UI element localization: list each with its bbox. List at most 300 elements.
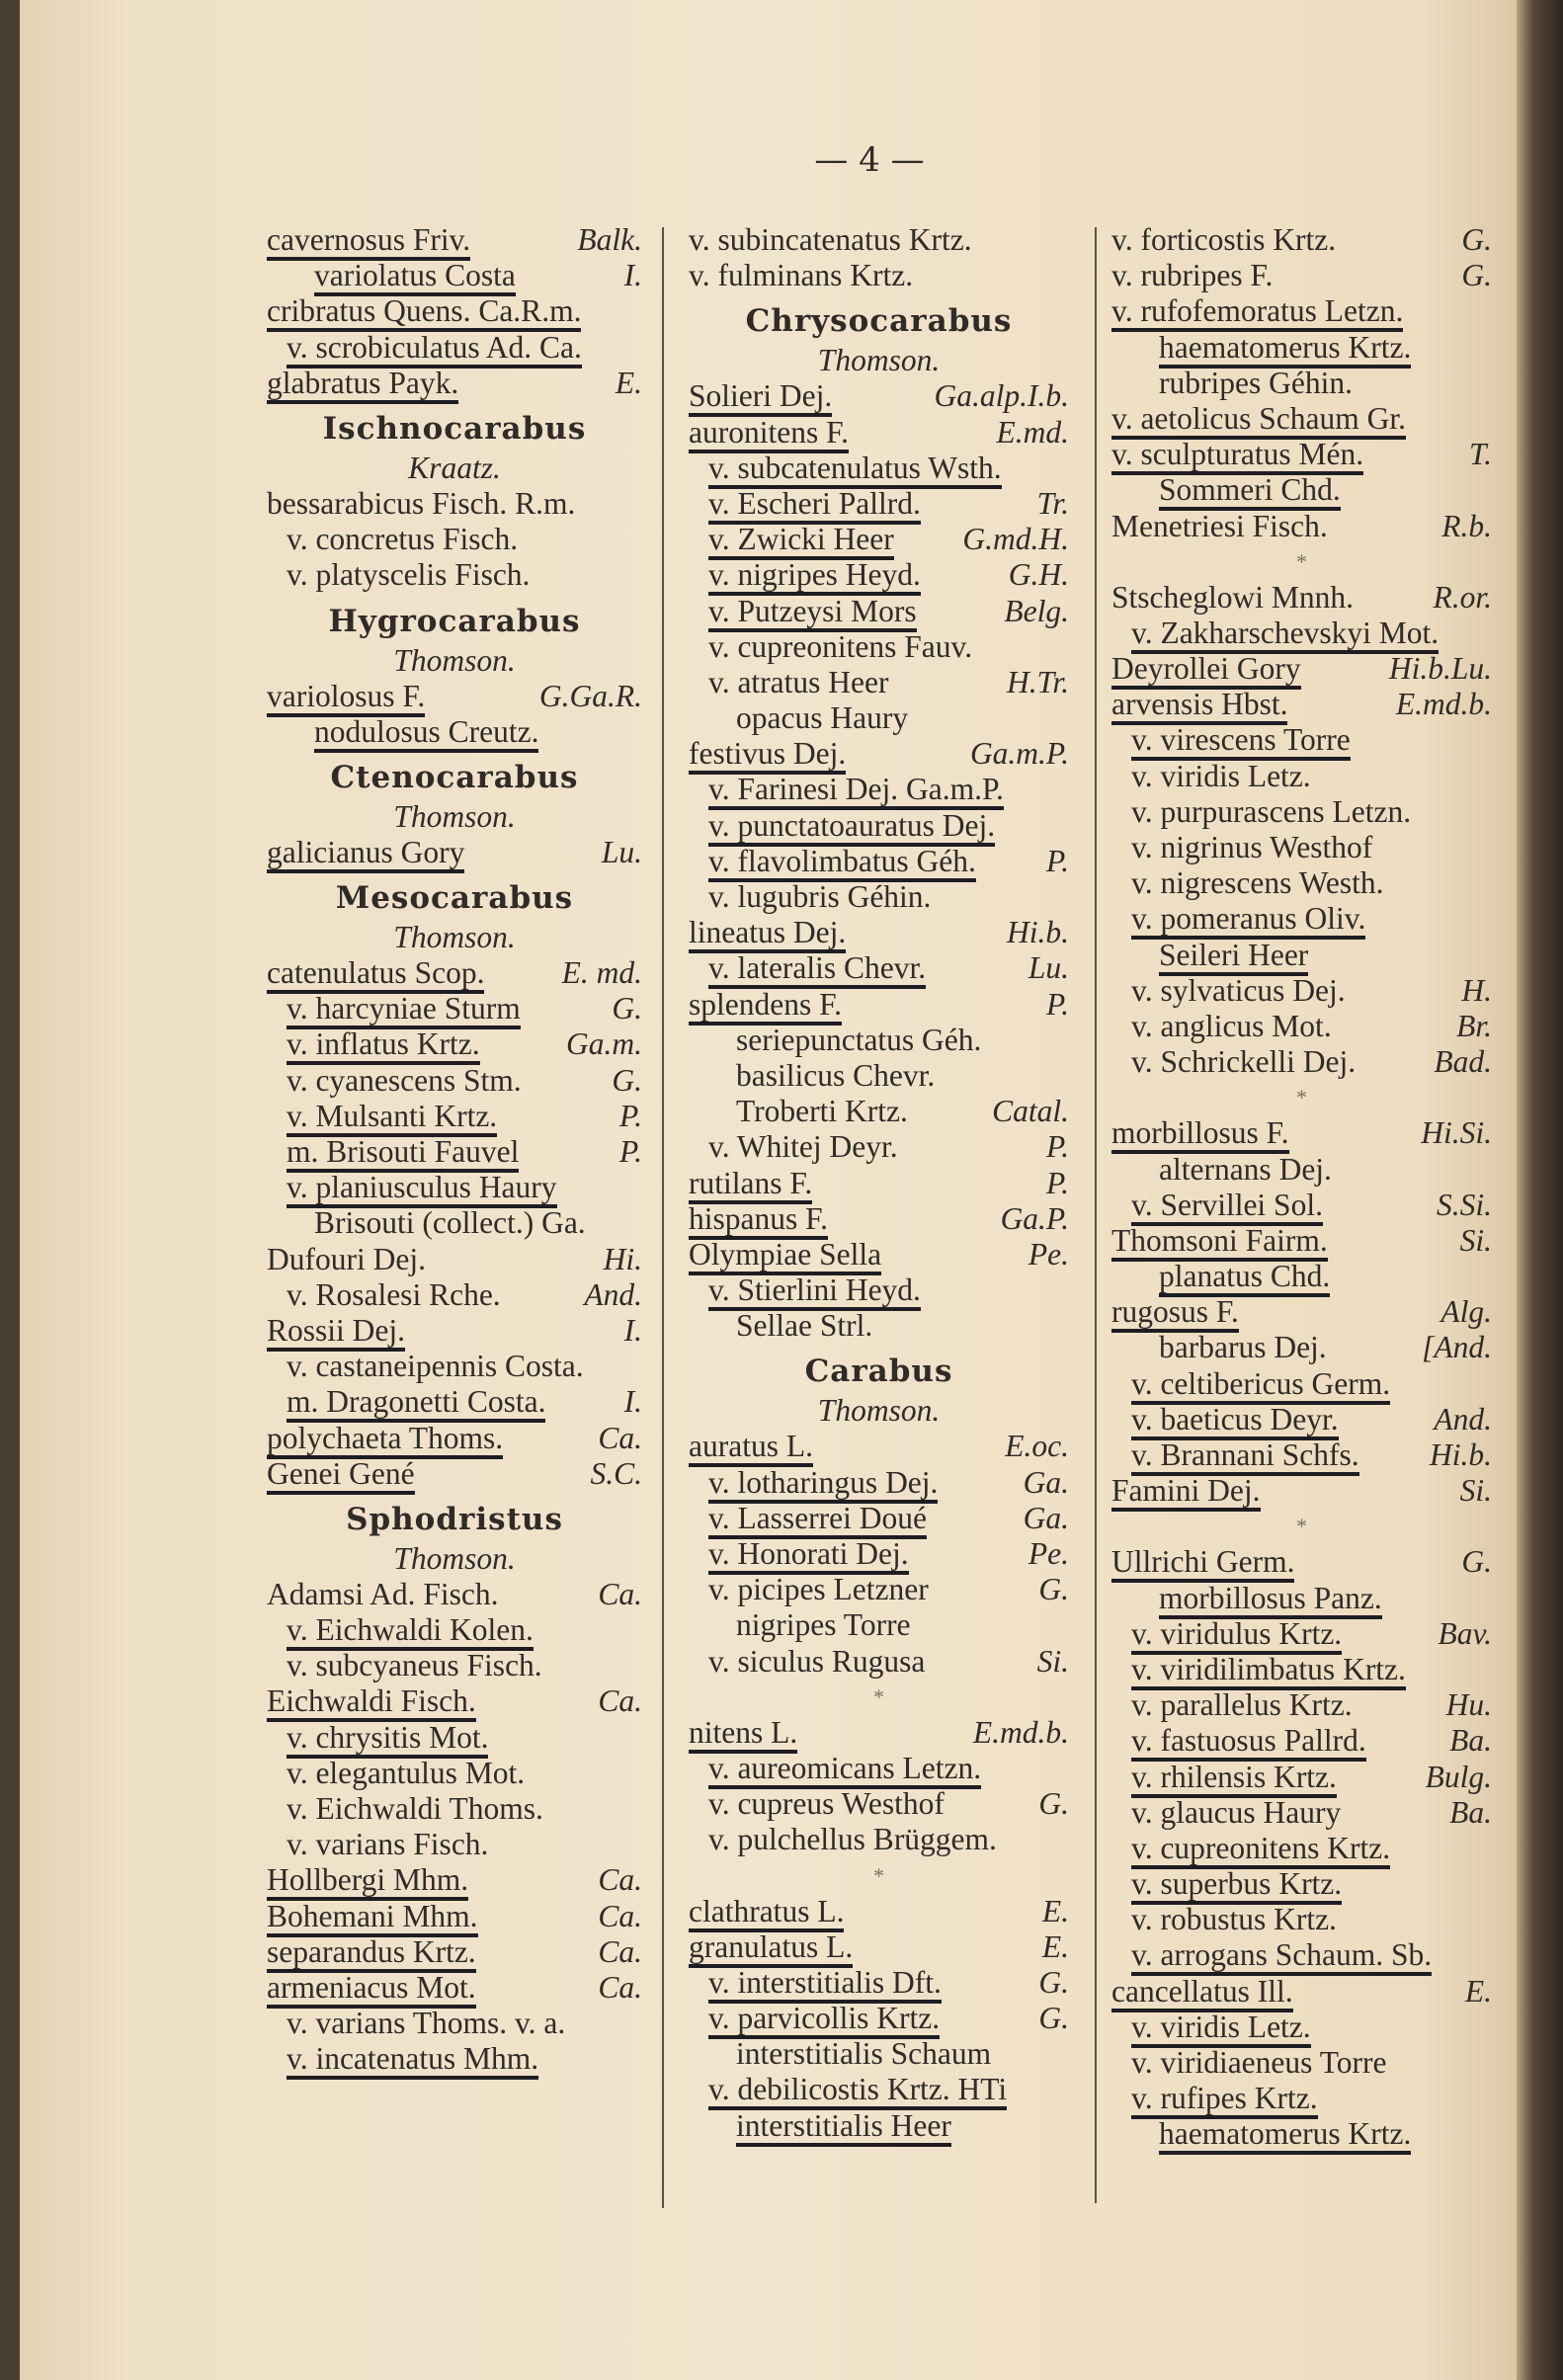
locality-abbrev: E.md. — [996, 414, 1069, 450]
species-entry — [689, 451, 1069, 486]
species-name: Troberti Krtz. — [736, 1094, 908, 1129]
species-name: v. inflatus Krtz. — [287, 1026, 480, 1065]
species-name: nitens L. — [689, 1715, 797, 1754]
species-entry — [267, 1756, 642, 1791]
species-name: v. parvicollis Krtz. — [708, 2001, 940, 2039]
species-name: v. atratus Heer — [708, 664, 889, 699]
species-entry — [689, 700, 1069, 736]
species-name: seriepunctatus Géh. — [736, 1022, 982, 1057]
species-entry — [1111, 1009, 1492, 1044]
section-separator: * — [1296, 1085, 1307, 1110]
species-entry — [689, 258, 1069, 293]
page-header: — 4 — — [814, 140, 925, 180]
locality-abbrev: G. — [612, 1062, 642, 1098]
genus-heading: Hygrocarabus — [328, 603, 581, 639]
species-entry — [267, 2006, 642, 2041]
species-name: v. rhilensis Krtz. — [1131, 1760, 1337, 1798]
species-name: v. incatenatus Mhm. — [287, 2041, 538, 2080]
species-entry — [689, 1023, 1069, 1058]
locality-abbrev: Ca. — [598, 1898, 642, 1933]
locality-abbrev: Ga.P. — [1000, 1200, 1069, 1236]
species-entry — [1111, 222, 1492, 258]
species-entry — [689, 950, 1069, 986]
locality-abbrev: Pe. — [1028, 1236, 1069, 1272]
species-entry — [689, 1308, 1069, 1344]
species-name: v. Rosalesi Rche. — [287, 1276, 501, 1312]
species-entry — [267, 366, 642, 401]
locality-abbrev: Lu. — [1028, 950, 1069, 986]
locality-abbrev: P. — [1045, 843, 1069, 878]
column-divider — [662, 227, 664, 2208]
species-entry — [689, 1929, 1069, 1965]
species-entry — [689, 665, 1069, 700]
species-entry — [1111, 1223, 1492, 1259]
locality-abbrev: S.Si. — [1436, 1187, 1492, 1222]
species-name: v. virescens Torre — [1131, 722, 1351, 761]
species-name: polychaeta Thoms. — [267, 1421, 503, 1459]
species-name: auratus L. — [689, 1429, 813, 1467]
species-name: v. harcyniae Sturm — [287, 991, 521, 1029]
locality-abbrev: Ca. — [598, 1420, 642, 1455]
locality-abbrev: Hi.Si. — [1421, 1115, 1492, 1151]
species-entry — [1111, 1937, 1492, 1973]
species-name: Eichwaldi Fisch. — [267, 1683, 476, 1722]
species-name: nodulosus Creutz. — [314, 714, 538, 753]
species-name: m. Dragonetti Costa. — [287, 1384, 545, 1423]
column-3 — [1111, 222, 1492, 2153]
genus-author: Thomson. — [393, 798, 516, 834]
genus-heading: Chrysocarabus — [745, 303, 1013, 340]
locality-abbrev: E. md. — [561, 955, 642, 991]
species-entry — [1111, 330, 1492, 366]
species-entry — [689, 2001, 1069, 2036]
species-entry — [1111, 1437, 1492, 1473]
species-name: Thomsoni Fairm. — [1111, 1223, 1328, 1262]
locality-abbrev: Ga. — [1023, 1500, 1069, 1535]
species-name: v. rufofemoratus Letzn. — [1111, 293, 1403, 332]
species-entry — [689, 222, 1069, 258]
species-name: nigripes Torre — [736, 1607, 911, 1643]
species-name: v. subcyaneus Fisch. — [287, 1648, 542, 1683]
locality-abbrev: Belg. — [1004, 593, 1069, 628]
species-entry — [267, 1648, 642, 1683]
species-name: v. castaneipennis Costa. — [287, 1349, 584, 1384]
species-entry — [267, 222, 642, 258]
species-name: v. Putzeysi Mors — [708, 594, 917, 632]
species-entry — [267, 1063, 642, 1099]
locality-abbrev: P. — [618, 1098, 642, 1133]
species-entry — [689, 1751, 1069, 1786]
species-entry — [267, 1099, 642, 1134]
species-entry — [689, 629, 1069, 665]
species-name: Deyrollei Gory — [1111, 651, 1301, 690]
species-name: v. parallelus Krtz. — [1131, 1687, 1353, 1723]
species-entry — [689, 2036, 1069, 2072]
genus-author: Thomson. — [393, 642, 516, 678]
species-name: v. subcatenulatus Wsth. — [708, 451, 1002, 489]
locality-abbrev: I. — [623, 1312, 642, 1348]
locality-abbrev: G. — [1038, 1572, 1069, 1607]
genus-author: Thomson. — [393, 920, 516, 955]
species-entry — [267, 955, 642, 991]
species-entry — [1111, 1723, 1492, 1759]
species-entry — [1111, 1366, 1492, 1402]
species-name: v. superbus Krtz. — [1131, 1866, 1342, 1905]
species-entry — [689, 736, 1069, 772]
species-name: bessarabicus Fisch. R.m. — [267, 485, 576, 521]
species-name: v. Honorati Dej. — [708, 1536, 909, 1575]
species-entry — [267, 1934, 642, 1970]
species-entry — [267, 1612, 642, 1648]
species-entry — [267, 1134, 642, 1170]
species-entry — [1111, 366, 1492, 401]
locality-abbrev: Tr. — [1036, 485, 1069, 521]
locality-abbrev: P. — [1045, 986, 1069, 1022]
species-entry — [267, 293, 642, 329]
species-entry — [1111, 794, 1492, 830]
species-name: v. anglicus Mot. — [1131, 1008, 1332, 1043]
species-entry — [1111, 2081, 1492, 2116]
species-entry — [1111, 1402, 1492, 1437]
species-entry — [1111, 1866, 1492, 1902]
species-entry — [689, 1272, 1069, 1308]
locality-abbrev: Catal. — [992, 1094, 1069, 1129]
species-entry — [1111, 1687, 1492, 1723]
species-name: v. lugubris Géhin. — [708, 879, 932, 914]
species-name: auronitens F. — [689, 415, 849, 453]
locality-abbrev: E.oc. — [1005, 1429, 1069, 1464]
species-name: v. chrysitis Mot. — [287, 1720, 488, 1759]
species-name: v. platyscelis Fisch. — [287, 557, 531, 593]
species-name: Stscheglowi Mnnh. — [1111, 579, 1355, 615]
species-name: catenulatus Scop. — [267, 955, 484, 994]
species-name: v. nigripes Heyd. — [708, 557, 921, 596]
species-entry — [1111, 1294, 1492, 1330]
species-entry — [689, 415, 1069, 451]
species-entry — [267, 679, 642, 714]
species-name: v. Escheri Pallrd. — [708, 486, 921, 525]
species-name: v. lateralis Chevr. — [708, 950, 926, 989]
species-name: v. viridulus Krtz. — [1131, 1616, 1342, 1655]
species-entry — [267, 1384, 642, 1420]
species-entry — [1111, 1902, 1492, 1937]
species-name: v. viridis Letz. — [1131, 758, 1311, 793]
species-name: Genei Gené — [267, 1456, 415, 1495]
species-name: cribratus Quens. Ca.R.m. — [267, 293, 581, 332]
locality-abbrev: Bulg. — [1425, 1759, 1492, 1794]
locality-abbrev: Si. — [1036, 1643, 1069, 1679]
species-entry — [1111, 580, 1492, 616]
locality-abbrev: I. — [623, 1384, 642, 1420]
species-name: Olympiae Sella — [689, 1237, 881, 1275]
species-entry — [1111, 437, 1492, 472]
species-name: Sellae Strl. — [736, 1308, 873, 1344]
species-entry — [267, 835, 642, 870]
species-name: v. cupreus Westhof — [708, 1786, 945, 1822]
species-name: v. pomeranus Oliv. — [1131, 901, 1365, 940]
species-entry — [689, 1129, 1069, 1165]
species-entry — [689, 1822, 1069, 1857]
species-entry — [1111, 1974, 1492, 2010]
species-name: planatus Chd. — [1159, 1259, 1330, 1297]
species-name: v. celtibericus Germ. — [1131, 1366, 1390, 1405]
species-entry — [1111, 2010, 1492, 2045]
species-name: v. nigrescens Westh. — [1131, 865, 1384, 901]
species-entry — [1111, 1581, 1492, 1616]
species-name: v. Schrickelli Dej. — [1131, 1044, 1357, 1080]
species-name: arvensis Hbst. — [1111, 687, 1287, 725]
species-entry — [689, 1715, 1069, 1751]
species-name: Bohemani Mhm. — [267, 1899, 478, 1937]
species-name: v. fulminans Krtz. — [689, 258, 914, 293]
locality-abbrev: E.md.b. — [972, 1714, 1069, 1750]
locality-abbrev: Si. — [1459, 1473, 1492, 1509]
species-name: Menetriesi Fisch. — [1111, 508, 1328, 543]
species-name: cavernosus Friv. — [267, 222, 470, 261]
species-entry — [267, 1349, 642, 1384]
species-entry — [1111, 1115, 1492, 1151]
species-name: interstitialis Schaum — [736, 2036, 992, 2072]
locality-abbrev: Br. — [1456, 1008, 1492, 1043]
species-name: lineatus Dej. — [689, 915, 846, 953]
species-name: v. siculus Rugusa — [708, 1643, 926, 1679]
locality-abbrev: Ca. — [598, 1969, 642, 2005]
species-name: Rossii Dej. — [267, 1313, 405, 1352]
species-entry — [689, 1429, 1069, 1464]
species-entry — [689, 1237, 1069, 1272]
species-entry — [689, 772, 1069, 807]
genus-heading: Ctenocarabus — [330, 759, 579, 795]
locality-abbrev: Balk. — [577, 222, 642, 257]
species-name: v. forticostis Krtz. — [1111, 222, 1337, 257]
species-name: v. sylvaticus Dej. — [1131, 972, 1346, 1008]
species-name: v. robustus Krtz. — [1131, 1902, 1337, 1937]
locality-abbrev: Ca. — [598, 1933, 642, 1969]
species-name: v. cyanescens Stm. — [287, 1062, 522, 1098]
page-number: 4 — [859, 140, 880, 180]
species-name: interstitialis Heer — [736, 2108, 951, 2147]
species-entry — [1111, 472, 1492, 508]
species-entry — [1111, 901, 1492, 937]
locality-abbrev: G. — [1461, 222, 1492, 257]
species-entry — [267, 1313, 642, 1349]
species-name: v. punctatoauratus Dej. — [708, 808, 995, 847]
species-entry — [267, 1862, 642, 1898]
species-entry — [267, 1205, 642, 1241]
genus-heading: Ischnocarabus — [322, 410, 587, 447]
species-name: v. lotharingus Dej. — [708, 1465, 938, 1504]
species-entry — [689, 987, 1069, 1023]
locality-abbrev: Hi. — [603, 1241, 642, 1276]
species-name: haematomerus Krtz. — [1159, 2116, 1411, 2155]
species-entry — [689, 2072, 1069, 2107]
species-entry — [689, 1058, 1069, 1094]
species-name: v. elegantulus Mot. — [287, 1755, 526, 1790]
locality-abbrev: And. — [584, 1276, 642, 1312]
species-name: separandus Krtz. — [267, 1934, 476, 1973]
locality-abbrev: Lu. — [601, 834, 642, 869]
species-name: v. sculpturatus Mén. — [1111, 437, 1363, 475]
species-entry — [1111, 616, 1492, 651]
species-entry — [267, 1683, 642, 1719]
species-name: v. Eichwaldi Thoms. — [287, 1791, 543, 1826]
species-name: v. subincatenatus Krtz. — [689, 222, 972, 257]
species-entry — [1111, 1259, 1492, 1294]
species-entry — [1111, 1330, 1492, 1365]
species-name: Ullrichi Germ. — [1111, 1544, 1294, 1583]
species-entry — [1111, 1188, 1492, 1223]
species-name: galicianus Gory — [267, 835, 464, 873]
species-entry — [267, 991, 642, 1026]
species-name: v. cupreonitens Fauv. — [708, 628, 973, 664]
locality-abbrev: Bad. — [1434, 1044, 1492, 1080]
species-name: Adamsi Ad. Fisch. — [267, 1576, 499, 1611]
locality-abbrev: E. — [1041, 1893, 1069, 1929]
species-name: Hollbergi Mhm. — [267, 1862, 468, 1901]
species-entry — [1111, 865, 1492, 901]
species-entry — [267, 1899, 642, 1934]
locality-abbrev: T. — [1468, 437, 1492, 472]
species-entry — [267, 1827, 642, 1862]
species-entry — [689, 1894, 1069, 1929]
locality-abbrev: P. — [618, 1134, 642, 1169]
species-entry — [689, 1501, 1069, 1536]
species-name: v. Lasserrei Doué — [708, 1501, 927, 1539]
species-entry — [689, 2108, 1069, 2144]
genus-heading: Sphodristus — [346, 1501, 563, 1537]
species-name: v. aetolicus Schaum Gr. — [1111, 401, 1406, 440]
species-entry — [267, 330, 642, 366]
species-entry — [267, 1970, 642, 2006]
species-entry — [1111, 687, 1492, 722]
species-entry — [689, 557, 1069, 593]
species-name: v. Eichwaldi Kolen. — [287, 1612, 534, 1651]
species-name: variolatus Costa — [314, 258, 516, 296]
species-name: v. rufipes Krtz. — [1131, 2081, 1318, 2119]
locality-abbrev: Hi.b. — [1430, 1437, 1492, 1472]
species-name: v. varians Fisch. — [287, 1827, 489, 1862]
species-entry — [1111, 1652, 1492, 1687]
section-separator: * — [873, 1683, 884, 1709]
species-entry — [267, 522, 642, 557]
species-name: clathratus L. — [689, 1894, 844, 1932]
locality-abbrev: Ga. — [1023, 1464, 1069, 1500]
locality-abbrev: Pe. — [1028, 1536, 1069, 1571]
species-name: v. Mulsanti Krtz. — [287, 1099, 497, 1137]
locality-abbrev: P. — [1045, 1129, 1069, 1165]
species-entry — [267, 1456, 642, 1492]
species-name: alternans Dej. — [1159, 1151, 1332, 1187]
species-name: v. flavolimbatus Géh. — [708, 844, 976, 882]
species-name: v. picipes Letzner — [708, 1572, 929, 1607]
species-name: v. Zakharschevskyi Mot. — [1131, 616, 1439, 654]
locality-abbrev: Hu. — [1445, 1687, 1492, 1723]
locality-abbrev: Ga.alp.I.b. — [934, 378, 1069, 414]
locality-abbrev: [And. — [1422, 1330, 1492, 1365]
locality-abbrev: Ga.m. — [566, 1026, 642, 1062]
locality-abbrev: Alg. — [1440, 1294, 1492, 1330]
locality-abbrev: And. — [1434, 1401, 1492, 1436]
species-name: Sommeri Chd. — [1159, 472, 1341, 511]
species-entry — [1111, 2045, 1492, 2081]
column-divider — [1095, 227, 1097, 2203]
locality-abbrev: G. — [1038, 1786, 1069, 1822]
species-entry — [267, 1421, 642, 1456]
species-name: v. aureomicans Letzn. — [708, 1751, 981, 1789]
species-entry — [689, 844, 1069, 879]
species-name: v. cupreonitens Krtz. — [1131, 1831, 1390, 1869]
species-entry — [689, 594, 1069, 629]
species-name: v. interstitialis Dft. — [708, 1965, 942, 2004]
species-name: v. debilicostis Krtz. HTi — [708, 2072, 1007, 2110]
locality-abbrev: S.C. — [590, 1455, 642, 1491]
species-entry — [689, 1465, 1069, 1501]
locality-abbrev: R.b. — [1441, 508, 1492, 543]
locality-abbrev: G. — [1038, 1964, 1069, 2000]
species-name: variolosus F. — [267, 679, 425, 717]
section-separator: * — [1296, 1514, 1307, 1539]
locality-abbrev: R.or. — [1433, 579, 1492, 615]
species-name: Dufouri Dej. — [267, 1241, 426, 1276]
species-name: festivus Dej. — [689, 736, 846, 775]
species-name: haematomerus Krtz. — [1159, 330, 1411, 369]
species-entry — [689, 1166, 1069, 1201]
species-name: v. planiusculus Haury — [287, 1170, 557, 1208]
locality-abbrev: G. — [1461, 258, 1492, 293]
species-name: morbillosus Panz. — [1159, 1581, 1382, 1619]
locality-abbrev: Bav. — [1438, 1615, 1492, 1651]
species-name: v. nigrinus Westhof — [1131, 830, 1373, 864]
species-entry — [267, 557, 642, 593]
species-entry — [267, 1277, 642, 1313]
species-entry — [1111, 1795, 1492, 1831]
species-entry — [1111, 1152, 1492, 1188]
species-entry — [689, 808, 1069, 844]
species-name: v. Zwicki Heer — [708, 522, 894, 560]
species-entry — [267, 2041, 642, 2077]
species-entry — [689, 915, 1069, 950]
genus-author: Thomson. — [817, 343, 941, 378]
species-name: v. Brannani Schfs. — [1131, 1437, 1359, 1476]
species-entry — [1111, 938, 1492, 973]
species-entry — [267, 1577, 642, 1612]
species-name: rugosus F. — [1111, 1294, 1239, 1333]
species-entry — [689, 1201, 1069, 1237]
species-name: v. fastuosus Pallrd. — [1131, 1723, 1366, 1762]
locality-abbrev: Hi.b.Lu. — [1388, 651, 1492, 687]
species-entry — [689, 1644, 1069, 1680]
species-entry — [1111, 973, 1492, 1009]
genus-author: Kraatz. — [408, 450, 501, 485]
locality-abbrev: G. — [1461, 1544, 1492, 1580]
species-name: Solieri Dej. — [689, 378, 832, 417]
section-separator: * — [873, 1862, 884, 1888]
species-entry — [1111, 1044, 1492, 1080]
locality-abbrev: G.Ga.R. — [538, 678, 642, 713]
species-entry — [689, 486, 1069, 522]
species-entry — [1111, 258, 1492, 293]
locality-abbrev: E. — [1041, 1929, 1069, 1964]
species-name: barbarus Dej. — [1159, 1330, 1327, 1365]
species-entry — [1111, 1544, 1492, 1580]
species-entry — [1111, 722, 1492, 758]
species-entry — [689, 522, 1069, 557]
species-entry — [267, 714, 642, 750]
species-name: v. pulchellus Brüggem. — [708, 1822, 997, 1857]
locality-abbrev: P. — [1045, 1165, 1069, 1200]
species-entry — [689, 1572, 1069, 1607]
genus-author: Thomson. — [817, 1393, 941, 1429]
